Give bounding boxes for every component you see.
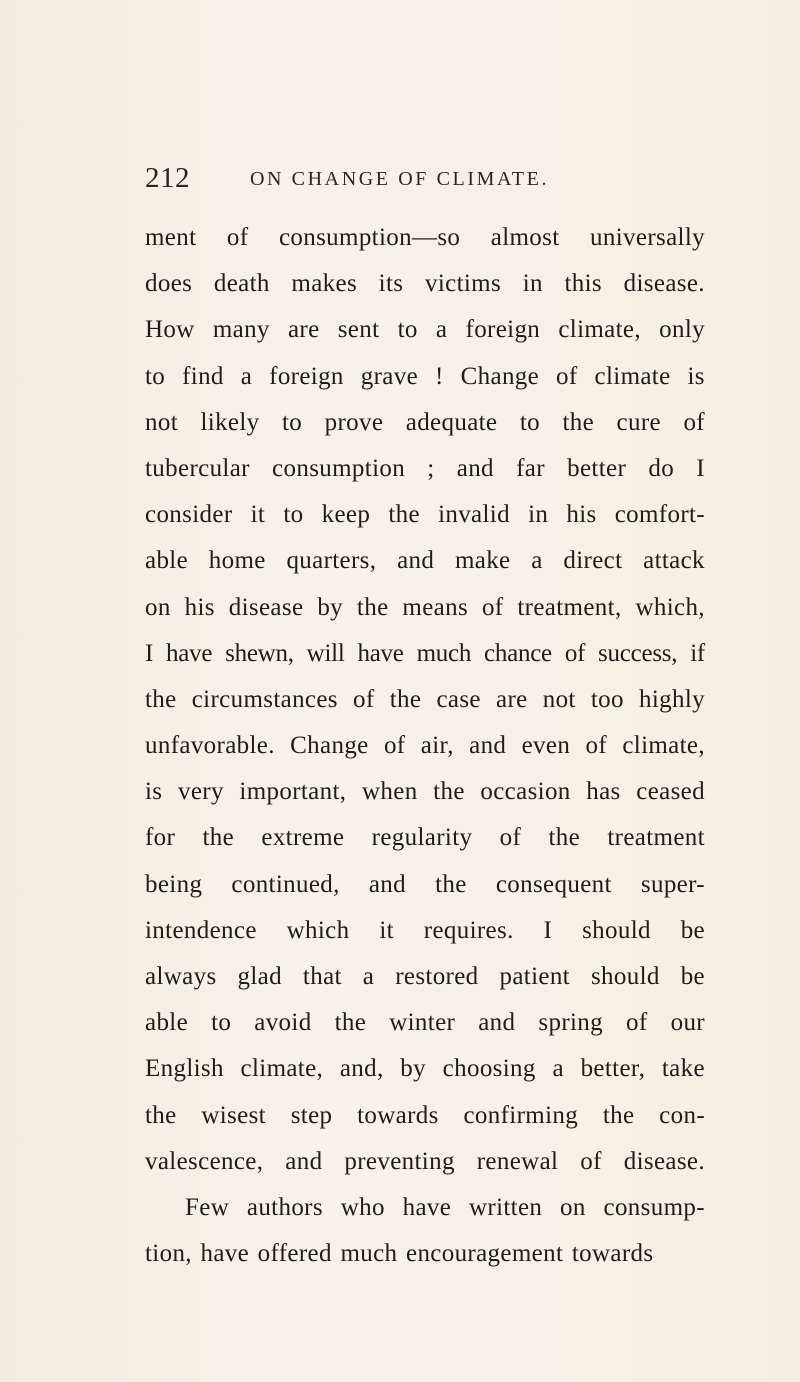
word: be [680,963,705,990]
word: air, [420,732,454,760]
text-line [145,446,705,492]
word: extreme [261,824,345,852]
text-line [145,723,705,769]
word: confirming [463,1101,579,1129]
word: by [317,593,344,621]
word: climate, [240,1055,324,1083]
word: have [357,639,404,667]
word: disease. [623,1147,705,1175]
word: and [368,870,407,898]
word: to [397,316,418,344]
word: consider [145,501,233,529]
word: even [521,732,571,760]
word: far [516,454,545,482]
word: shewn, [225,639,294,667]
word: will [306,639,345,667]
word: it [379,916,394,944]
word: I [696,454,705,482]
word: his [566,501,597,529]
word: a [362,963,375,990]
word: our [670,1009,705,1037]
word: choosing [442,1055,536,1083]
word: glad [237,963,282,990]
word: climate, [622,732,705,760]
word: consequent [495,870,612,898]
word: spring [538,1009,604,1037]
word: climate [594,362,671,390]
word: to [283,501,304,529]
word: cure [616,408,661,436]
word: quarters, [286,547,377,575]
page-header [145,158,705,198]
text-line [145,1093,705,1139]
word: of [564,639,586,667]
word: super- [640,870,705,898]
word: on [560,1193,586,1221]
text-line [145,908,705,954]
word: and [469,732,507,760]
word: ! [434,362,444,390]
word: success, [598,639,678,667]
word: a [240,362,253,390]
word: tubercular [145,454,250,482]
body-text [145,215,705,1277]
word: Change [460,362,540,390]
word: consumption—so [278,224,461,251]
word: preventing [344,1147,455,1175]
text-line [145,261,705,307]
word: climate, [558,316,641,344]
word: valescence, [145,1147,264,1175]
word: many [212,316,270,344]
word: take [661,1055,705,1083]
word: much [416,639,472,667]
text-line [145,307,705,353]
word: in [522,270,543,298]
word: who [340,1193,385,1221]
word: if [690,639,705,667]
word: this [564,270,603,298]
word: grave [360,362,419,390]
word: his [184,593,215,621]
word: means [402,593,469,621]
word: foreign [269,362,344,390]
word: treatment [607,824,705,852]
word: authors [246,1193,323,1221]
word: chance [484,639,552,667]
text-line [145,585,705,631]
word: is [687,362,705,390]
word: which, [635,593,705,621]
text-line: tion, have offered much encouragement towards [145,1240,654,1268]
word: of [683,408,705,436]
word: home [208,547,266,575]
word: be [680,916,705,944]
word: avoid [254,1009,312,1037]
word: of [626,1009,648,1037]
word: makes [291,270,358,298]
running-head: ON CHANGE OF CLIMATE. [250,168,550,190]
word: foreign [465,316,541,344]
word: renewal [476,1147,559,1175]
word: consump- [603,1193,705,1221]
word: its [378,270,404,298]
word: are [287,316,320,344]
word: only [659,316,705,344]
word: direct [563,547,623,575]
word: adequate [405,408,498,436]
word: of [226,224,249,251]
word: regularity [371,824,473,852]
word: the [145,685,177,713]
word: a [552,1055,564,1083]
word: invalid [438,501,510,529]
word: of [481,593,504,621]
word: of [585,732,608,760]
word: the [562,408,595,436]
word: of [353,685,375,713]
word: disease [228,593,304,621]
word: the [388,501,420,529]
word: consumption [272,454,406,482]
word: ment [145,224,197,251]
word: to [145,362,166,390]
word: continued, [231,870,340,898]
word: keep [321,501,371,529]
word: attack [643,547,705,575]
word: I [543,916,553,944]
word: Few [185,1193,230,1221]
word: wisest [201,1101,266,1129]
word: on [145,593,171,621]
word: the [202,824,235,852]
word: does [145,270,193,298]
word: I [145,639,154,667]
word: important, [239,778,347,806]
word: and [397,547,435,575]
word: towards [357,1101,439,1129]
word: should [590,963,660,990]
word: it [250,501,266,529]
word: to [281,408,303,436]
word: death [213,270,270,298]
text-line [145,815,705,861]
word: being [145,870,203,898]
word: highly [639,685,705,713]
word: ; [427,454,435,482]
word: very [177,778,224,806]
word: step [290,1101,333,1129]
word: the [602,1101,635,1129]
word: not [145,408,178,436]
word: of [383,732,406,760]
text-line [145,954,705,1000]
word: intendence [145,916,257,944]
word: disease. [623,270,705,298]
word: prove [324,408,384,436]
word: a [435,316,448,344]
word: not [542,685,576,713]
word: make [454,547,511,575]
word: patient [499,963,570,990]
text-line [145,538,705,584]
word: always [145,963,217,990]
word: comfort- [614,501,705,529]
word: better [567,454,627,482]
word: to [519,408,541,436]
word: have [165,639,213,667]
word: when [362,778,418,806]
word: better, [580,1055,646,1083]
word: is [145,778,163,806]
word: the [356,593,389,621]
word: written [468,1193,543,1221]
word: for [145,824,176,852]
word: in [528,501,549,529]
word: of [580,1147,602,1175]
paragraph-start-line [145,1185,705,1231]
word: con- [659,1101,705,1129]
word: which [286,916,350,944]
word: almost [490,224,560,251]
word: and [285,1147,323,1175]
word: by [400,1055,426,1083]
word: and, [339,1055,384,1083]
word: that [302,963,342,990]
text-line [145,677,705,723]
word: the [334,1009,367,1037]
text-line [145,769,705,815]
text-line [145,1046,705,1092]
text-line [145,1000,705,1046]
word: has [586,778,621,806]
word: the [433,778,465,806]
word: do [648,454,675,482]
word: victims [424,270,502,298]
word: a [531,547,543,575]
text-line [145,492,705,538]
word: the [145,1101,177,1129]
word: How [145,316,195,344]
text-line [145,400,705,446]
text-line [145,1139,705,1185]
word: too [590,685,624,713]
word: should [582,916,651,944]
text-line [145,631,705,677]
word: Change [290,732,369,760]
text-line [145,215,705,261]
word: unfavorable. [145,732,275,760]
word: the [548,824,581,852]
word: have [402,1193,452,1221]
word: find [182,362,224,390]
text-line [145,862,705,908]
word: and [456,454,494,482]
word: treatment, [517,593,622,621]
word: able [145,547,189,575]
text-line [145,354,705,400]
word: are [496,685,528,713]
word: winter [389,1009,456,1037]
word: and [478,1009,516,1037]
word: the [389,685,422,713]
word: occasion [480,778,571,806]
word: circumstances [191,685,338,713]
page-number: 212 [145,162,190,194]
word: sent [337,316,380,344]
word: restored [395,963,479,990]
word: to [211,1009,232,1037]
word: able [145,1009,189,1037]
word: of [499,824,522,852]
word: the [435,870,467,898]
word: ceased [636,778,705,806]
word: likely [200,408,260,436]
word: of [556,362,578,390]
word: English [145,1055,224,1083]
word: requires. [423,916,514,944]
word: universally [590,224,705,251]
word: case [436,685,481,713]
